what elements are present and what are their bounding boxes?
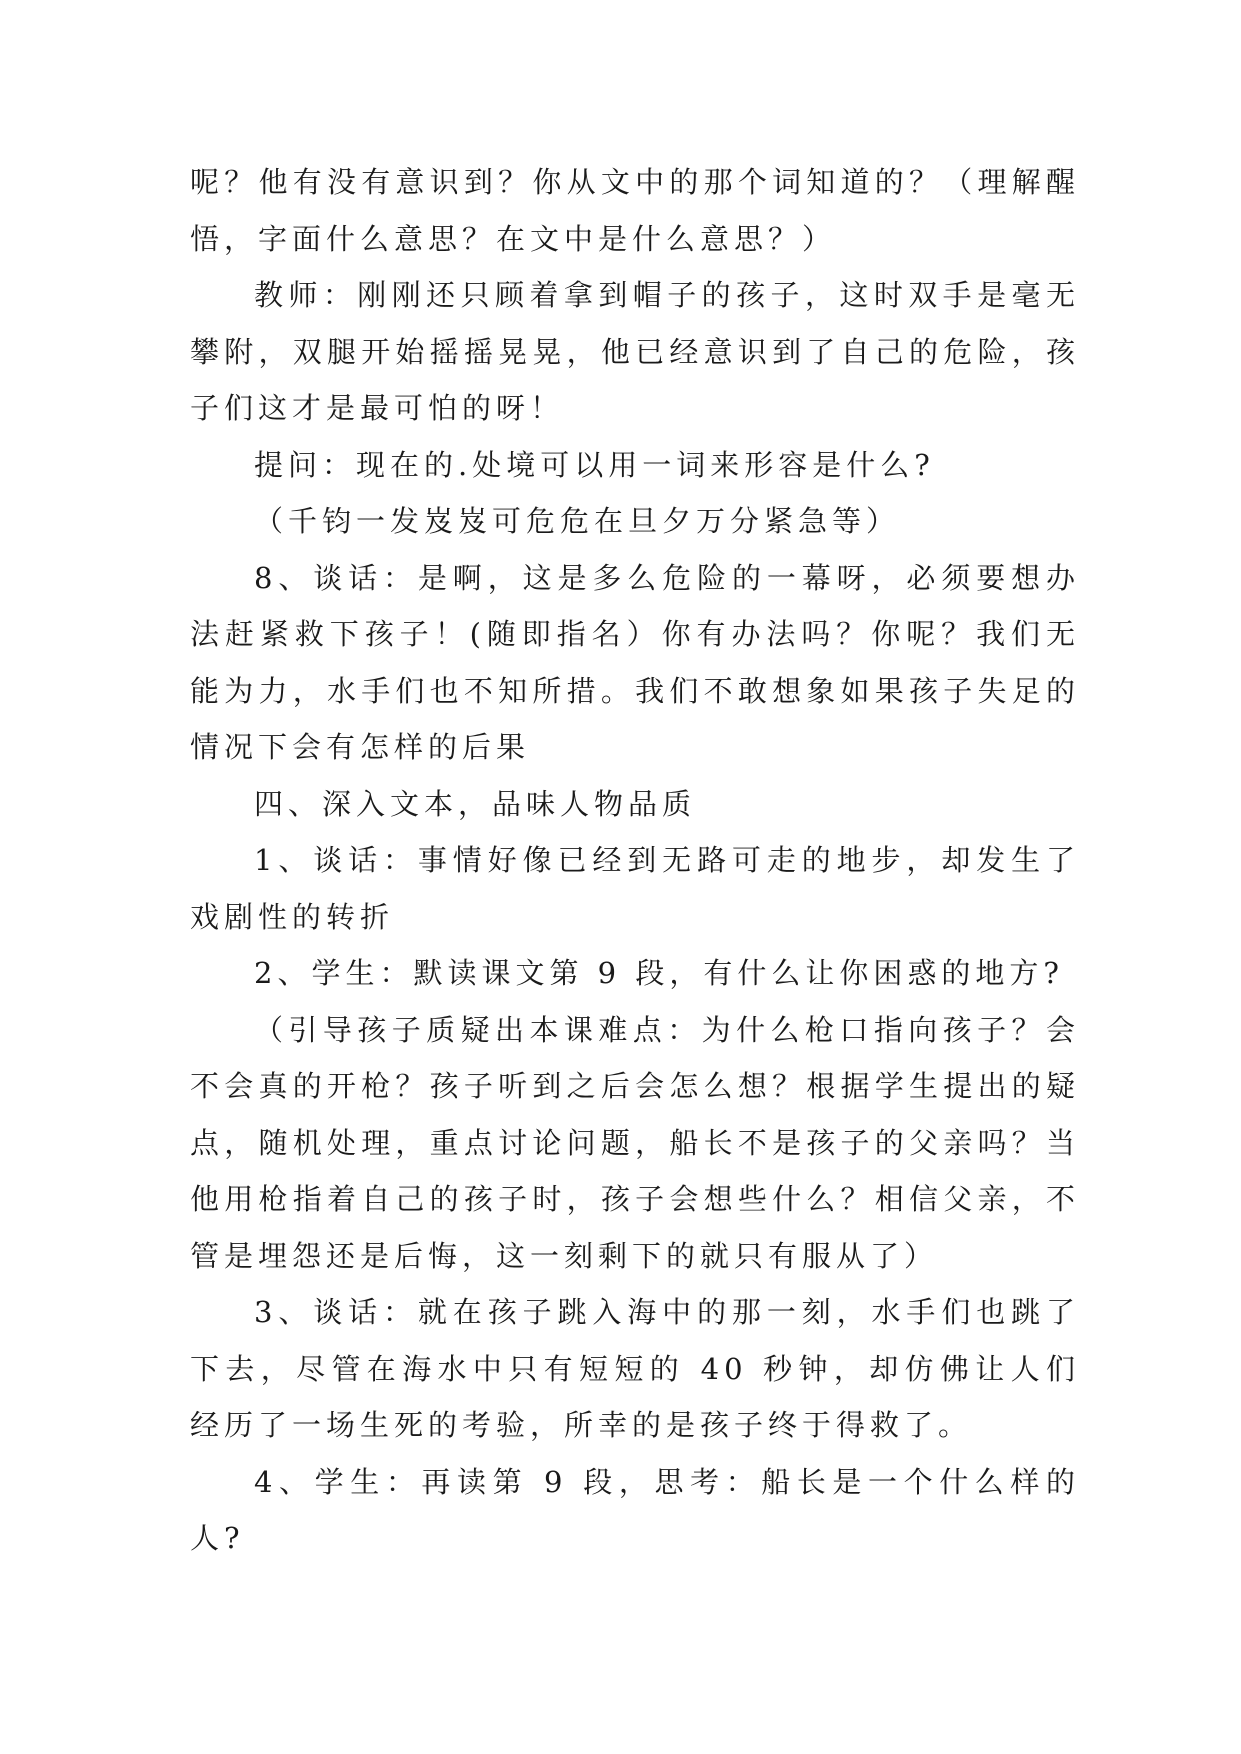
paragraph-7: 1、谈话：事情好像已经到无路可走的地步，却发生了戏剧性的转折 [190,843,1080,934]
body-text [190,154,1080,1567]
paragraph-1: 呢？他有没有意识到？你从文中的那个词知道的？（理解醒悟，字面什么意思？在文中是什么意思？） [190,165,1080,256]
paragraph-9: （引导孩子质疑出本课难点：为什么枪口指向孩子？会不会真的开枪？孩子听到之后会怎么想？根据学生提出的疑点，随机处理，重点讨论问题，船长不是孩子的父亲吗？当他用枪指着自己的孩子时，孩子会想些什么？相信父亲，不管是埋怨还是后悔，这一刻剩下的就只有服从了） [190,1012,1080,1273]
paragraph-11: 4、学生：再读第 9 段，思考：船长是一个什么样的人? [190,1464,1080,1555]
paragraph-2: 教师：刚刚还只顾着拿到帽子的孩子，这时双手是毫无攀附，双腿开始摇摇晃晃，他已经意识到了自己的危险，孩子们这才是最可怕的呀！ [190,278,1080,425]
paragraph-5: 8、谈话：是啊，这是多么危险的一幕呀，必须要想办法赶紧救下孩子！(随即指名）你有办法吗？你呢？我们无能为力，水手们也不知所措。我们不敢想象如果孩子失足的情况下会有怎样的后果 [190,560,1080,764]
paragraph-8: 2、学生：默读课文第 9 段，有什么让你困惑的地方? [254,956,1064,990]
paragraph-4: （千钧一发岌岌可危危在旦夕万分紧急等） [254,504,901,538]
paragraph-3: 提问：现在的.处境可以用一词来形容是什么? [254,447,935,482]
section-heading: 四、深入文本，品味人物品质 [254,786,697,821]
paragraph-10: 3、谈话：就在孩子跳入海中的那一刻，水手们也跳了下去，尽管在海水中只有短短的 40 秒钟，却仿佛让人们经历了一场生死的考验，所幸的是孩子终于得救了。 [190,1295,1080,1442]
